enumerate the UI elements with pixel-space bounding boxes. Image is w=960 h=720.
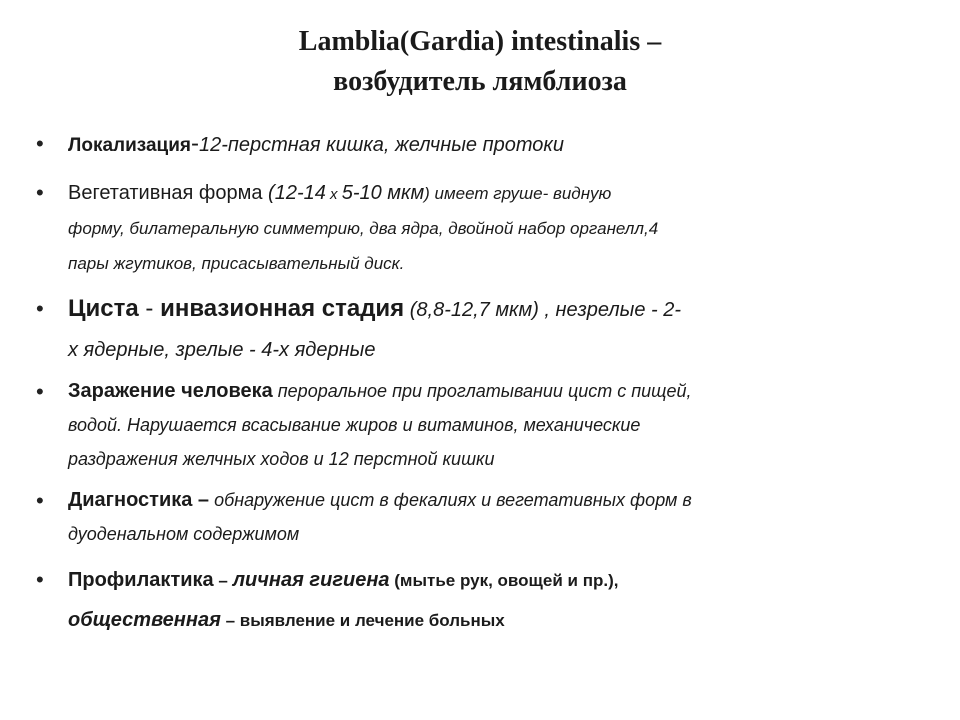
prevention-dash-2: – [220, 611, 240, 630]
bullet-dot: • [36, 488, 44, 513]
list-item [36, 484, 936, 552]
prevention-label: Профилактика [68, 569, 214, 591]
cyst-text-line-1: (8,8-12,7 мкм) , незрелые - 2- [404, 299, 682, 321]
diagnostics-text-line-2: дуоденальном содержимом [68, 524, 300, 544]
infection-label: Заражение человека [68, 380, 273, 402]
list-item [36, 561, 936, 641]
diagnostics-label: Диагностика – [68, 489, 210, 511]
prevention-paren: (мытье рук, овощей и пр.), [389, 571, 619, 590]
bullet-dot: • [36, 567, 44, 592]
vegetative-size-2: 5-10 мкм [341, 182, 425, 204]
title-line-2: возбудитель лямблиоза [333, 66, 627, 97]
localization-sep: - [190, 130, 199, 157]
vegetative-size-1: (12-14 [262, 182, 326, 204]
cyst-text-line-2: х ядерные, зрелые - 4-х ядерные [68, 339, 376, 361]
personal-hygiene-label: личная гигиена [232, 569, 390, 591]
prevention-text: выявление и лечение больных [239, 611, 505, 630]
vegetative-text-line-1: ) имеет груше- видную [424, 184, 612, 203]
cyst-label: Циста [68, 295, 139, 322]
infection-text-line-1: пероральное при проглатывании цист с пищей, [272, 381, 692, 401]
cyst-sep: - [138, 295, 161, 322]
localization-label: Локализация [68, 135, 191, 156]
list-item [36, 375, 936, 477]
list-item [36, 290, 936, 371]
title-line-1: Lamblia(Gardia) intestinalis – [298, 26, 662, 57]
localization-text: 12-перстная кишка, желчные протоки [198, 134, 564, 156]
public-label: общественная [68, 609, 221, 631]
bullet-dot: • [36, 296, 44, 321]
prevention-dash-1: – [213, 571, 233, 590]
list-item [36, 176, 936, 282]
bullet-dot: • [36, 379, 44, 404]
bullet-dot: • [36, 180, 44, 205]
infection-text-line-2: водой. Нарушается всасывание жиров и витаминов, механические [68, 415, 641, 435]
list-item [36, 128, 936, 163]
vegetative-text-line-2: форму, билатеральную симметрию, два ядра, двойной набор органелл,4 [68, 219, 659, 238]
infection-text-line-3: раздражения желчных ходов и 12 перстной кишки [68, 449, 495, 469]
invasive-stage-label: инвазионная стадия [160, 295, 405, 322]
vegetative-form-label: Вегетативная форма [68, 182, 263, 204]
vegetative-size-x: х [325, 186, 342, 203]
vegetative-text-line-3: пары жгутиков, присасывательный диск. [68, 254, 405, 273]
bullet-dot: • [36, 131, 44, 156]
diagnostics-text-line-1: обнаружение цист в фекалиях и вегетативных форм в [209, 490, 692, 510]
